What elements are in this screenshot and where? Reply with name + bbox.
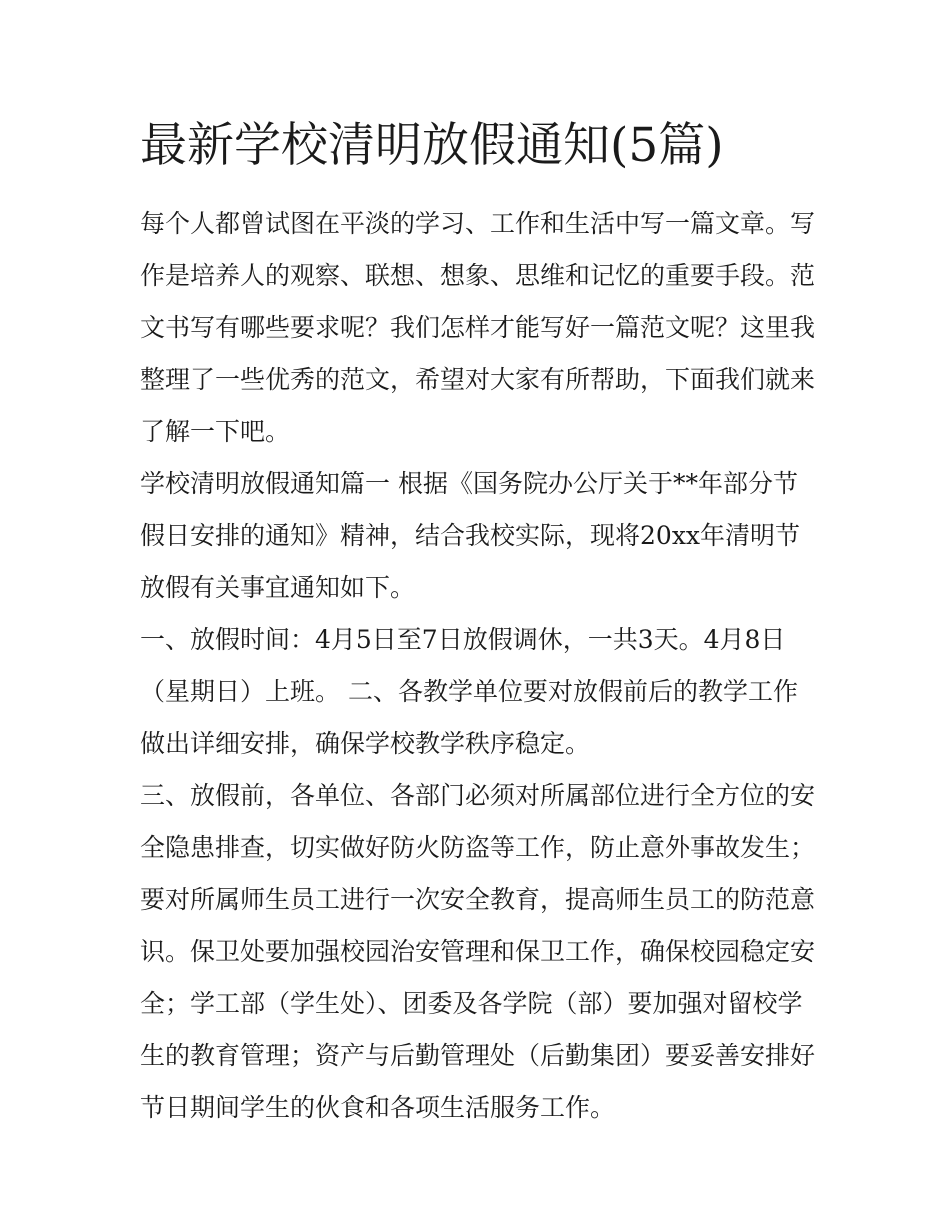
holiday-time-paragraph: [140, 614, 812, 770]
text-line: 文书写有哪些要求呢？我们怎样才能写好一篇范文呢？这里我: [140, 313, 816, 342]
text-line: 了解一下吧。: [140, 417, 291, 446]
text-line: 节日期间学生的伙食和各项生活服务工作。: [140, 1093, 616, 1122]
text-line: 作是培养人的观察、联想、想象、思维和记忆的重要手段。范: [140, 261, 816, 290]
text-line: 整理了一些优秀的范文，希望对大家有所帮助，下面我们就来: [140, 365, 816, 394]
text-line: 做出详细安排，确保学校教学秩序稳定。: [140, 729, 591, 758]
text-line: 放假有关事宜通知如下。: [140, 573, 416, 602]
intro-paragraph: [140, 198, 816, 458]
text-line: 学校清明放假通知篇一 根据《国务院办公厅关于**年部分节: [140, 469, 798, 498]
document-title: 最新学校清明放假通知(5篇): [140, 118, 724, 173]
text-line: 生的教育管理；资产与后勤管理处（后勤集团）要妥善安排好: [140, 1041, 816, 1070]
safety-paragraph: [140, 770, 816, 1134]
text-line: （星期日）上班。 二、各教学单位要对放假前后的教学工作: [140, 677, 798, 706]
text-line: 全；学工部（学生处）、团委及各学院（部）要加强对留校学: [140, 989, 803, 1018]
notice-intro-paragraph: [140, 458, 812, 614]
text-line: 要对所属师生员工进行一次安全教育，提高师生员工的防范意: [140, 885, 816, 914]
text-line: 三、放假前，各单位、各部门必须对所属部位进行全方位的安: [140, 781, 816, 810]
text-line: 假日安排的通知》精神，结合我校实际，现将20xx年清明节: [140, 521, 801, 550]
text-line: 一、放假时间：4月5日至7日放假调休，一共3天。4月8日: [140, 625, 786, 654]
document-body: [140, 198, 816, 1134]
text-line: 识。保卫处要加强校园治安管理和保卫工作，确保校园稳定安: [140, 937, 816, 966]
document-page: [140, 112, 816, 1134]
text-line: 每个人都曾试图在平淡的学习、工作和生活中写一篇文章。写: [140, 209, 816, 238]
text-line: 全隐患排查，切实做好防火防盗等工作，防止意外事故发生；: [140, 833, 816, 862]
